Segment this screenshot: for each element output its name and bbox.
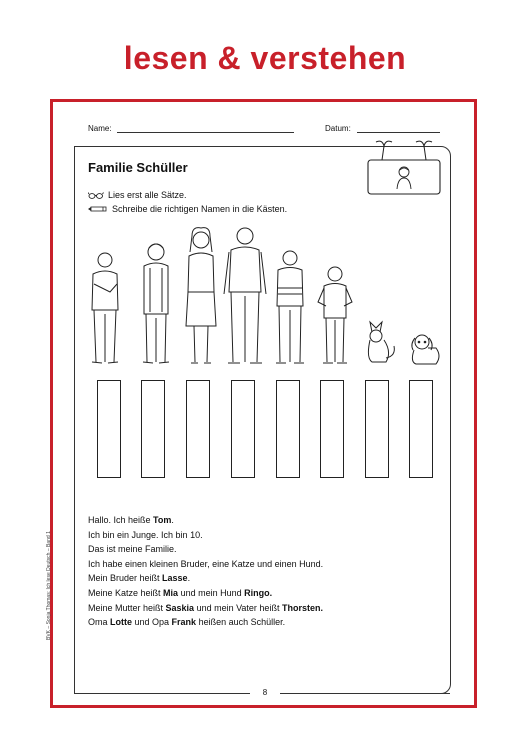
hanging-sign-icon (364, 140, 444, 198)
story-fragment: Meine Katze heißt (88, 587, 164, 598)
name-box[interactable] (409, 380, 433, 478)
story-name: Lotte (110, 617, 133, 628)
family-illustration (80, 222, 450, 372)
story-line (88, 557, 428, 572)
story-fragment: heißen auch Schüller. (196, 617, 286, 628)
date-label: Datum: (325, 124, 351, 133)
story-fragment: Ich habe einen kleinen Bruder, eine Katze und einen Hund. (88, 558, 324, 569)
instruction-read-text: Lies erst alle Sätze. (108, 190, 187, 200)
footer-rule-right (280, 693, 450, 694)
name-box[interactable] (365, 380, 389, 478)
story-fragment: Oma (88, 617, 111, 628)
story-line (88, 542, 428, 557)
story-fragment: Hallo. Ich heiße (88, 515, 154, 525)
figure-grandpa (92, 253, 118, 363)
story-name: Thorsten. (281, 602, 323, 613)
name-box[interactable] (320, 380, 344, 478)
story-fragment: Ich bin ein Junge. Ich bin 10. (88, 529, 203, 540)
footer-rule-left (74, 693, 250, 694)
instruction-write (88, 204, 287, 214)
story-fragment: . (187, 573, 191, 584)
story-line (88, 513, 428, 528)
story-line (88, 601, 428, 616)
story-line (88, 571, 428, 586)
date-field[interactable] (357, 132, 440, 133)
instruction-write-text: Schreibe die richtigen Namen in die Kästen. (112, 204, 288, 214)
pencil-icon (88, 206, 108, 212)
name-field[interactable] (117, 132, 294, 133)
story-fragment: . (171, 515, 174, 525)
story-line (88, 528, 428, 543)
figure-tom (276, 251, 304, 363)
story-fragment: Meine Mutter heißt (88, 602, 166, 613)
story-name: Tom (153, 515, 172, 525)
instruction-read (88, 190, 187, 200)
figure-grandma (143, 244, 169, 363)
figure-lasse (318, 267, 352, 363)
worksheet-title: Familie Schüller (88, 160, 188, 175)
figure-mother (186, 228, 216, 363)
figure-father (224, 228, 266, 363)
copyright-note: BVK – Sonja Thomas: Ich lese Deutsch – Band 1 (46, 531, 52, 640)
story-fragment: und mein Hund (178, 587, 245, 598)
name-label: Name: (88, 124, 112, 133)
story-fragment: und Opa (132, 617, 172, 628)
story-line (88, 586, 428, 601)
story-fragment: und mein Vater heißt (194, 602, 282, 613)
story-line (88, 615, 428, 630)
figure-dog (412, 335, 439, 364)
figure-cat (368, 322, 394, 362)
story-name: Mia (163, 587, 179, 598)
name-box[interactable] (276, 380, 300, 478)
story-fragment: Das ist meine Familie. (88, 544, 177, 555)
story-fragment: Mein Bruder heißt (88, 573, 163, 584)
story-name: Ringo. (244, 587, 273, 598)
name-box[interactable] (141, 380, 165, 478)
name-box[interactable] (231, 380, 255, 478)
story-name: Saskia (165, 602, 195, 613)
name-box[interactable] (97, 380, 121, 478)
glasses-icon (88, 191, 104, 199)
name-box[interactable] (186, 380, 210, 478)
story-name: Frank (171, 617, 197, 628)
story-name: Lasse (162, 573, 188, 584)
story-text (88, 513, 428, 630)
page-number: 8 (250, 688, 280, 697)
page-heading: lesen & verstehen (123, 40, 407, 76)
